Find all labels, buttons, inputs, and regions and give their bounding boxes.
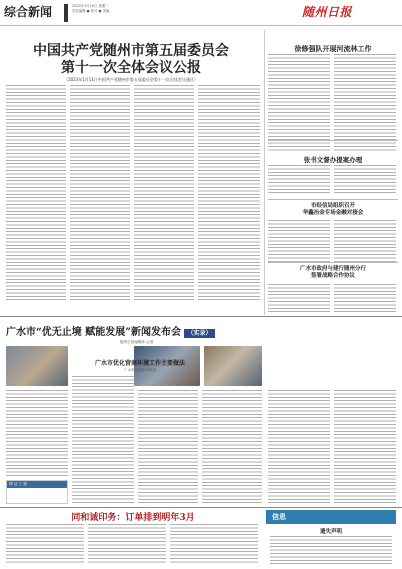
right-article-title: 徐修强队开展河流林工作 <box>294 44 372 53</box>
banner-byline: 随州日报融媒体 记者 <box>120 340 154 344</box>
right-article-body <box>334 112 396 152</box>
right-article-title-line: 华鑫冶金专场金融对接会 <box>302 210 364 216</box>
banner-photo-3 <box>204 346 262 386</box>
right-article-body <box>268 220 330 262</box>
newspaper-logo: 随州日报 <box>302 5 353 19</box>
right-article-title-line: 签署战略合作协议 <box>310 273 355 279</box>
ad-banner <box>266 510 396 524</box>
lead-title-line2: 第十一次全体会议公报 <box>61 60 201 76</box>
right-article-body <box>268 284 330 312</box>
lead-subtitle: （2023年1月11日中国共产党随州市第五届委员会第十一次全体会议通过） <box>64 77 198 82</box>
masthead-meta-line: 责任编辑 ● 校对 ● 美编 <box>72 9 110 13</box>
right-article-body <box>334 165 396 195</box>
notice-title: 遗失声明 <box>319 529 342 535</box>
lead-column-4 <box>198 85 260 300</box>
masthead-meta <box>72 4 109 14</box>
masthead <box>0 0 402 26</box>
right-article-title <box>266 266 400 280</box>
section-divider <box>0 507 402 508</box>
right-article-title-line: 市经信局组织召开 <box>310 203 355 209</box>
banner-badge: （实录） <box>184 329 214 338</box>
bottom-body-column <box>88 524 166 564</box>
banner-body-column <box>202 390 262 504</box>
bottom-headline: 同和诚印务：订单排到明年3月 <box>71 513 195 523</box>
right-article-body <box>268 54 330 112</box>
bottom-body-column <box>170 524 258 564</box>
ad-label: 信息 <box>272 513 286 521</box>
article-divider <box>268 199 398 200</box>
lead-title <box>0 43 262 77</box>
column-divider <box>264 30 265 315</box>
bottom-body-column <box>6 524 84 564</box>
right-article-body <box>268 165 330 195</box>
masthead-divider-icon <box>64 4 68 22</box>
notice-body <box>270 536 392 564</box>
mid-article-title: 广水市优化营商环境工作主要做法 <box>94 360 185 367</box>
article-divider <box>268 262 398 263</box>
article-divider <box>268 140 398 141</box>
right-article-title: 张书文督办提案办理 <box>303 156 363 164</box>
right-article-body <box>268 112 330 152</box>
banner-title <box>6 323 396 338</box>
right-article-title <box>266 203 400 217</box>
banner-body-column <box>268 390 330 504</box>
banner-title-text: 广水市“优无止境 赋能发展”新闻发布会 <box>6 327 181 338</box>
banner-body-column <box>72 376 134 504</box>
banner-body-column <box>138 390 198 504</box>
section-divider <box>0 316 402 317</box>
banner-photo-1 <box>6 346 68 386</box>
banner-body-column <box>334 390 396 504</box>
lead-column-1 <box>6 85 66 300</box>
banner-body-column <box>6 390 68 478</box>
lead-title-line1: 中国共产党随州市第五届委员会 <box>33 43 229 59</box>
right-article-title-line: 广水市政府与建行随州分行 <box>299 266 366 272</box>
right-article-body <box>334 284 396 312</box>
mid-article-byline: 广水市发展和改革局 <box>123 368 157 372</box>
lead-column-2 <box>70 85 130 300</box>
right-article-body <box>334 54 396 112</box>
right-article-body <box>334 220 396 262</box>
section-label: 综合新闻 <box>4 5 53 19</box>
small-section-label: 网 站 之 窗 <box>7 481 67 488</box>
lead-column-3 <box>134 85 194 300</box>
small-section-box <box>6 480 68 504</box>
masthead-meta-line: 2023年1月10日 星期二 <box>72 4 109 8</box>
